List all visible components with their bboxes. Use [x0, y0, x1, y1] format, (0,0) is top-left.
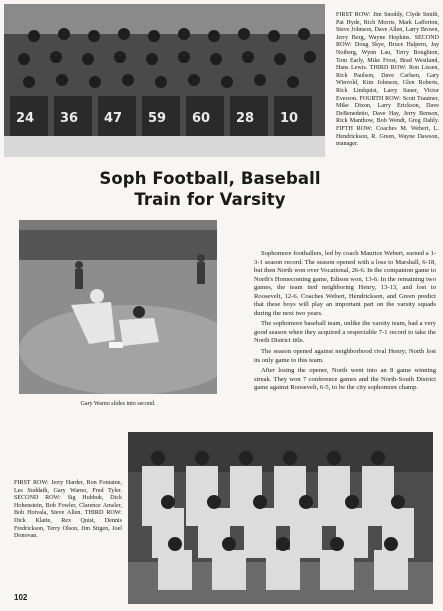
page-number: 102	[14, 593, 28, 602]
jersey-number: 60	[192, 111, 211, 126]
headline-line-1: Soph Football, Baseball	[99, 169, 321, 188]
page-headline	[50, 168, 370, 210]
baseball-team-caption: FIRST ROW: Jerry Harder, Ron Fontaine, Les Suddath, Gary Warno, Fred Tyler. SECOND ROW: Sig Hubbuk, Dick Hohenstein, Bob Fowler, Clarence Amsler, Bob Hoivala, Steve Allen. THIRD ROW: Dick Klatte, Rex Quist, Dennis Fredrickson, Terry Olson, Jim Stigen, Joel Donovan.	[14, 480, 122, 540]
article-body	[254, 250, 436, 395]
jersey-number: 10	[280, 111, 299, 126]
article-paragraph: After losing the opener, North went into an 8 game winning streak. They won 7 conference games and the North-South District game against Roosevelt, 6-5, to be the city sophomore champ.	[254, 367, 436, 392]
article-paragraph: The sophomore baseball team, unlike the varsity team, had a very good season when they acquired a respectable 7-1 record to take the North District title.	[254, 320, 436, 345]
jersey-number: 24	[16, 111, 35, 126]
jersey-number: 28	[236, 111, 255, 126]
football-team-caption: FIRST ROW: Jim Snoddy, Clyde Smith, Pat Hyde, Rich Morris, Mark Lafferton, Steve Johnson, Dave Allen, Larry Brown, Jerry Berg, Wayne Hopkins. SECOND ROW: Doug Skye, Bruce Halpern, Jay Noiberg, Wynn Lau, Terry Boughton, Tom Early, Mike Frost, Brad Westlund, Hans Lewis. THIRD ROW: Ron Lissen, Rick Paulson, Dave Carlsen, Gary Winvold, Kim Johnson, Glen Roberts, Rick Lindquist, Larry Sauer, Victor Everson. FOURTH ROW: Scott Trautner, Mike Dixon, Larry Erickson, Dave DeBenedetto, Dave Hay, Jerry Benson, Rick Manthow, Bob Wendt, Greg Dahly. FIFTH ROW: Coaches M. Webert, L. Hendrickson, R. Green, Wayne Dawson, manager.	[336, 12, 439, 148]
jersey-number: 59	[148, 111, 167, 126]
jersey-number: 36	[60, 111, 79, 126]
jersey-number: 47	[104, 111, 123, 126]
article-paragraph: The season opened against neighborhood rival Henry; North lost its only game to this team.	[254, 348, 436, 364]
article-paragraph: Sophomore footballers, led by coach Maurice Webert, earned a 1-3-1 season record. The season opened with a loss to Marshall, 6-18, but then North won over Vocational, 26-6. In the companion game to North's Homecoming game, Edison won, 13-6. In the remaining two games, the team tied neighboring Henry, 13-13, and lost to Roosevelt, 12-6. Coaches Webert, Hendrickson, and Green predict that these boys will play an important part on the varsity squads during the next two years.	[254, 250, 436, 317]
football-team-photo	[4, 4, 325, 157]
baseball-slide-photo	[19, 220, 217, 394]
headline-line-2: Train for Varsity	[134, 190, 286, 209]
baseball-team-photo	[128, 432, 433, 604]
photo-caption: Gary Warno slides into second.	[80, 401, 156, 407]
